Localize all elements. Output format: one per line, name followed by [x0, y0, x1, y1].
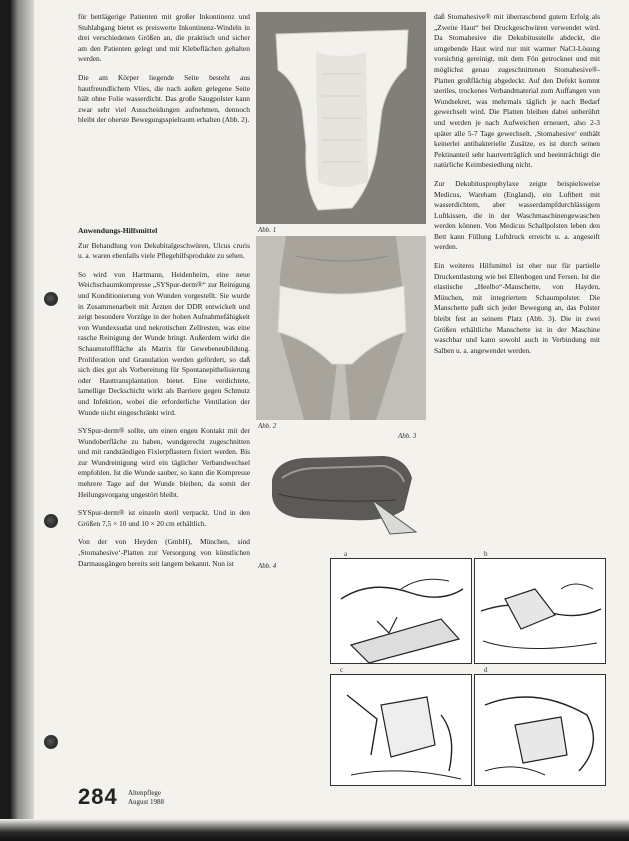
left-column-top — [78, 12, 250, 218]
issue-date: August 1988 — [128, 798, 164, 806]
body-paragraph: Ein weiteres Hilfsmittel ist eher nur für partielle Druckentlastung wie bei Ellenbogen und Fersen. Ist die elastische „Heelbo“-Manschette, von Hayden, München, mit integriertem Schaumpolster. Die Manschette paßt sich jeder Bewegung an, das Polster bleibt fest an seinem Platz (Abb. 3). Die in zwei Größen erhältliche Manschette ist in der Maschine waschbar und kann sowohl auch in Verbindung mit Salben u. a. angewendet werden. — [434, 261, 600, 355]
figure-2-caption: Abb. 2 — [258, 422, 277, 430]
body-paragraph: SYSpur-derm® ist einzeln steril verpackt. Und in den Größen 7,5 × 10 und 10 × 20 cm erhältlich. — [78, 508, 250, 528]
binding-hole — [44, 514, 58, 528]
sketch-d — [474, 674, 606, 786]
binding-edge — [0, 0, 34, 841]
sub-label-b: b — [484, 550, 488, 558]
section-heading: Anwendungs-Hilfsmittel — [78, 226, 158, 235]
scan-shadow — [0, 819, 629, 841]
figure-3-photo — [256, 440, 424, 536]
figure-1-photo — [256, 12, 426, 224]
figure-1-caption: Abb. 1 — [258, 226, 277, 234]
magazine-name: Altenpflege — [128, 789, 162, 797]
binding-hole — [44, 735, 58, 749]
body-paragraph: Zur Dekubitusprophylaxe zeigte beispielsweise Medicus, Wareham (England), ein Luftbett mit wasserdichtem, aber wasserdampfdurchlässigem Luftkissen, die in der Waschmaschinengewaschen werden können. Von Medicus Schallpolsten leben den Bett kann Füllung Luftdruck erreicht u. a. angeseift werden. — [434, 178, 600, 252]
figure-4-caption: Abb. 4 — [258, 562, 277, 570]
sub-label-c: c — [340, 666, 344, 674]
page-folio — [78, 784, 164, 809]
binding-hole — [44, 292, 58, 306]
sub-label-d: d — [484, 666, 488, 674]
page-number: 284 — [78, 784, 118, 809]
figure-3-caption: Abb. 3 — [398, 432, 417, 440]
sketch-a — [330, 558, 472, 664]
sketch-c — [330, 674, 472, 786]
right-column — [434, 12, 600, 542]
sub-label-a: a — [344, 550, 348, 558]
figure-2-photo — [256, 236, 426, 420]
body-paragraph: für bettlägerige Patienten mit großer Inkontinenz und Stuhlabgang bietet es preiswerte Inkontinenz-Windeln in drei verschiedenen Größen an, die praktisch und sicher am den Patienten gelegt und mit Klebeflächen gehalten werden. — [78, 12, 250, 64]
body-paragraph: Zur Behandlung von Dekubitalgeschwüren, Ulcus cruris u. a. waren ebenfalls viele Pflegehilfsprodukte zu sehen. — [78, 240, 250, 261]
body-paragraph: SYSpur-derm® sollte, um einen engen Kontakt mit der Wundoberfläche zu haben, wundgerecht zugeschnitten und mit randständigen Fixierpflastern fixiert werden. Bis zur Wundreinigung wird ein täglicher Verbandwechsel empfohlen. Ist die Wunde sauber, so kann die Kompresse mehrere Tage auf der Wunde bleiben, da somit der Heilungsvorgang ungestört bleibt. — [78, 426, 250, 499]
sketch-b — [474, 558, 606, 664]
body-paragraph: daß Stomahesive® mit überraschend gutem Erfolg als „Zweite Haut“ bei Druckgeschwüren verwendet wird. Da Stomahesive die Dekubitusstelle abdeckt, die umgebende Haut wird nur mit warmer NaCl-Lösung vorsichtig gereinigt, mit dem Fön getrocknet und mit möglichst genau zugeschnittenen Stomahesive®-Platten großflächig abgedeckt. Auf den Defekt kommt steriles, trockenes Verbandmaterial zum Auffangen von Wundsekret, was mehrmals täglich je nach Bedarf gewechselt wird. Die Platten bleiben dabei unberührt und werden je nach Aufweichen erneuert, also 2-3 später alle 5-7 Tage gewechselt. ‚Stomahesive‘ enthält keinerlei antibakterielle Zusätze, es ist durch seinen Pektinanteil sehr hautverträglich und beeinträchtigt die natürliche Keimbesiedlung nicht. — [434, 12, 600, 170]
body-paragraph: Von der von Heyden (GmbH), München, sind ‚Stomahesive‘-Platten zur Versorgung von künstlichen Darmausgängen bereits seit langem bekannt. Nun ist — [78, 537, 250, 568]
left-column-main — [78, 226, 250, 784]
body-paragraph: So wird von Hartmann, Heidenheim, eine neue Weichschaumkompresse „SYSpur-derm®“ zur Reinigung und Konditionierung von Wunden vorgestellt. Sie wurde in Zusammenarbeit mit Ärzten der DDR entwickelt und zeigt besondere Vorzüge in der hohen Aufnahmefähigkeit von Wundexsudat und nekrotischen Zellresten, was eine rasche Reinigung der Wunde bringt. Außerdem wirkt die Schaumstofffläche als Matrix für Gewebeneubildung. Proliferation und Granulation werden gefördert, so daß sich dies gut als Vorbereitung für Spontanepithelisierung oder Hauttransplantation bietet. Eine verdichtete, lamellige Deckschicht wirkt als Barriere gegen Schmutz und Infektion, wobei die erforderliche Ventilation der Wunde nicht eingeschränkt wird. — [78, 269, 250, 417]
body-paragraph: Die am Körper liegende Seite besteht aus hautfreundlichem Vlies, die nach außen gelegene Seite hält ohne Folie wasserdicht. Das große Saugpolster kann zwar sehr viel Ausscheidungen aufnehmen, dennoch bleibt der oberste Bewegungsspielraum erhalten (Abb. 2). — [78, 72, 250, 125]
issue-info — [128, 789, 164, 807]
